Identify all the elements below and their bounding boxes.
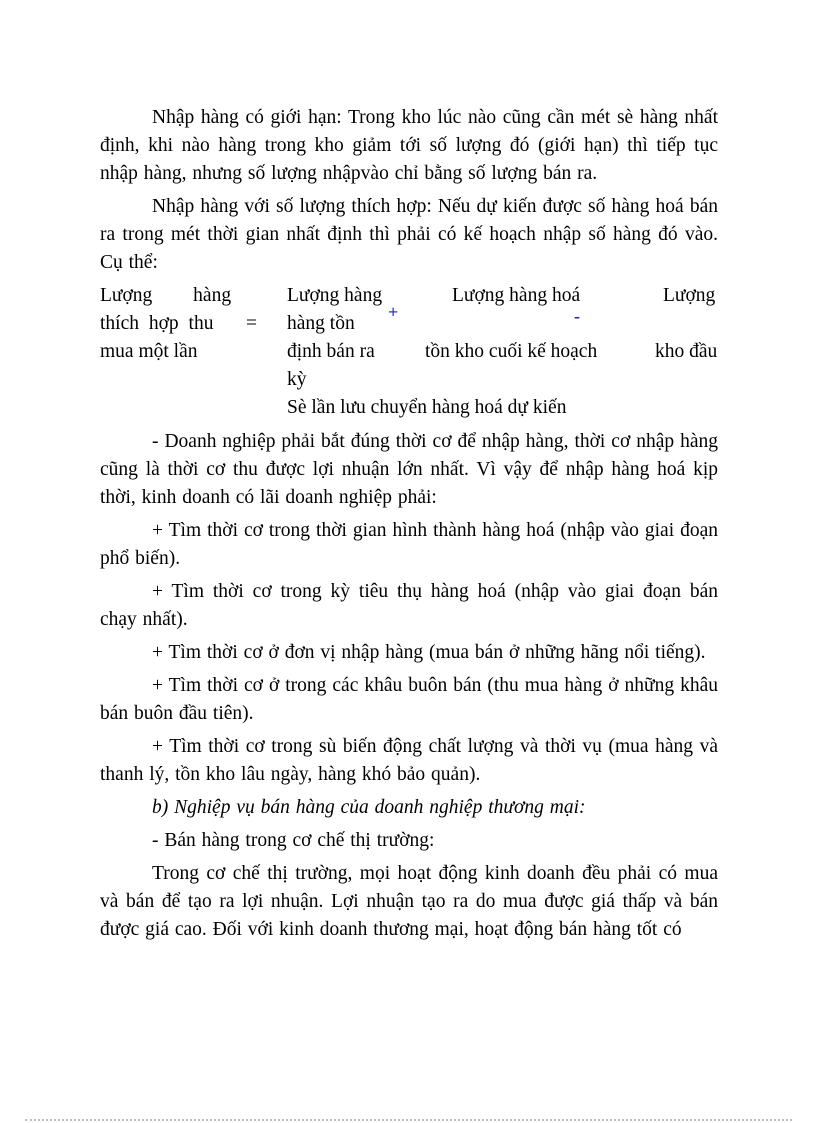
formula-lhs-line1: Lượng hàng: [100, 285, 232, 306]
paragraph-tim-thoi-co-tieu-thu: + Tìm thời cơ trong kỳ tiêu thụ hàng hoá (nhập vào giai đoạn bán chạy nhất).: [100, 581, 718, 630]
formula-lhs-line2: thích hợp thu: [100, 313, 214, 334]
paragraph-nhap-hang-so-luong-thich-hop: Nhập hàng với số lượng thích hợp: Nếu dự kiến được số hàng hoá bán ra trong mét thời gian nhất định thì phải có kế hoạch nhập số hàng đó vào. Cụ thể:: [100, 196, 718, 273]
paragraph-ban-hang-co-che: - Bán hàng trong cơ chế thị trường:: [152, 830, 435, 851]
paragraph-nhap-hang-gioi-han: Nhập hàng có giới hạn: Trong kho lúc nào cũng cần mét sè hàng nhất định, khi nào hàng trong kho giảm tới số lượng đó (giới hạn) thì tiếp tục nhập hàng, nhưng số lượng nhậpvào chỉ bằng số lượng bán ra.: [100, 107, 718, 184]
formula-term1-line3: định bán ra: [287, 341, 375, 362]
page-bottom-dotted-line: [25, 1119, 792, 1121]
formula-term1-line4: kỳ: [287, 369, 307, 390]
heading-nghiep-vu-ban-hang: b) Nghiệp vụ bán hàng của doanh nghiệp thương mại:: [152, 797, 586, 818]
formula-denominator: Sè lần lưu chuyển hàng hoá dự kiến: [287, 397, 567, 418]
paragraph-tim-thoi-co-khau-buon-ban: + Tìm thời cơ ở trong các khâu buôn bán (thu mua hàng ở những khâu bán buôn đầu tiên).: [100, 675, 718, 724]
equals-sign: =: [246, 313, 257, 334]
formula-term3-line1: Lượng: [663, 285, 716, 306]
paragraph-tim-thoi-co-bien-dong: + Tìm thời cơ trong sù biến động chất lượng và thời vụ (mua hàng và thanh lý, tồn kho lâu ngày, hàng khó bảo quản).: [100, 736, 718, 785]
formula-term3-line3: kho đầu: [655, 341, 718, 362]
formula-term1-line1: Lượng hàng: [287, 285, 383, 306]
paragraph-tim-thoi-co-hinh-thanh: + Tìm thời cơ trong thời gian hình thành hàng hoá (nhập vào giai đoạn phổ biến).: [100, 520, 718, 569]
paragraph-bat-dung-thoi-co: - Doanh nghiệp phải bắt đúng thời cơ để nhập hàng, thời cơ nhập hàng cũng là thời cơ thu được lợi nhuận lớn nhất. Vì vậy để nhập hàng hoá kịp thời, kinh doanh có lãi doanh nghiệp phải:: [100, 431, 718, 508]
formula-term2-line3: tồn kho cuối kế hoạch: [425, 341, 598, 362]
formula-term2-line1: Lượng hàng hoá: [452, 285, 581, 306]
minus-sign: -: [574, 306, 580, 326]
formula-term1-line2: hàng tồn: [287, 313, 355, 334]
formula-block: [100, 282, 718, 422]
paragraph-tim-thoi-co-don-vi: + Tìm thời cơ ở đơn vị nhập hàng (mua bán ở những hãng nổi tiếng).: [152, 642, 706, 663]
document-content: [100, 104, 718, 949]
paragraph-trong-co-che-thi-truong: Trong cơ chế thị trường, mọi hoạt động kinh doanh đều phải có mua và bán để tạo ra lợi nhuận. Lợi nhuận tạo ra do mua được giá thấp và bán được giá cao. Đối với kinh doanh thương mại, hoạt động bán hàng tốt có: [100, 863, 718, 940]
formula-lhs-line3: mua một lần: [100, 341, 198, 362]
plus-sign: +: [388, 302, 399, 322]
